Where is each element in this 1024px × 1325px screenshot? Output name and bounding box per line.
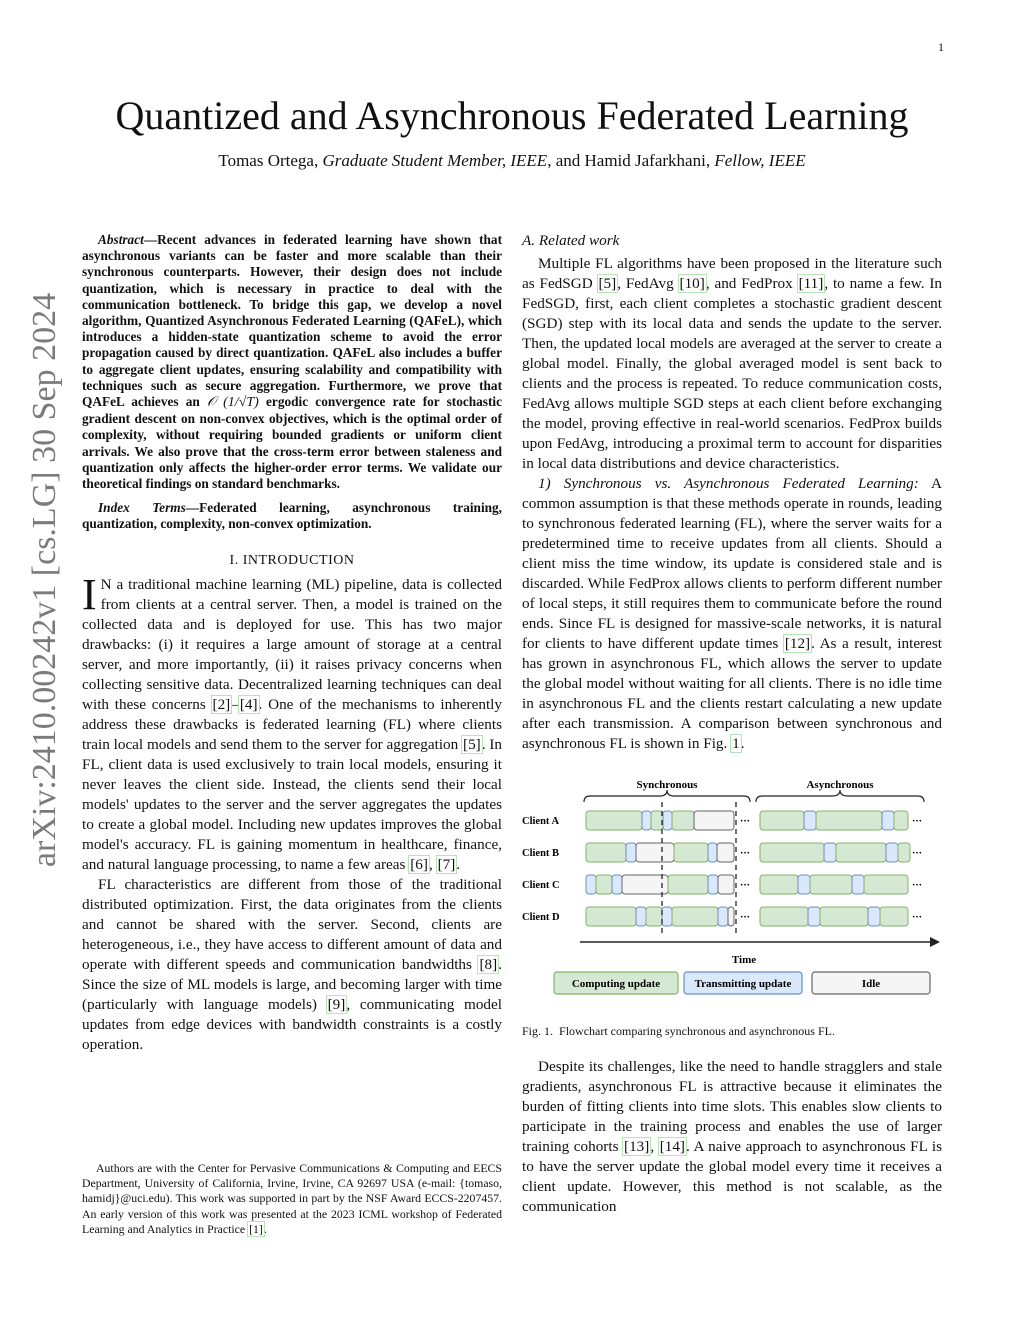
transmit-segment bbox=[662, 907, 672, 926]
compute-segment bbox=[864, 875, 908, 894]
client-label: Client C bbox=[522, 880, 560, 891]
dash: – bbox=[231, 695, 239, 713]
related-paragraph-1 bbox=[522, 254, 942, 474]
compute-segment bbox=[760, 875, 798, 894]
left-column bbox=[82, 232, 502, 1055]
transmit-segment bbox=[868, 907, 880, 926]
intro-p2-c: , communicating model updates from edge devices with bandwidth constraints is a costly operation. bbox=[82, 995, 502, 1053]
related-work-heading: A. Related work bbox=[522, 232, 620, 249]
idle-segment bbox=[728, 907, 734, 926]
related-p1-a: Multiple FL algorithms have been proposed in the literature such as FedSGD bbox=[522, 255, 942, 292]
author-1-name: Tomas Ortega, bbox=[218, 151, 323, 170]
author-footnote bbox=[82, 1161, 502, 1237]
client-label: Client A bbox=[522, 816, 560, 827]
legend-label: Idle bbox=[861, 978, 881, 990]
figure-1-link[interactable]: 1 bbox=[732, 735, 740, 752]
citation-9[interactable]: [9] bbox=[327, 995, 346, 1013]
compute-segment bbox=[672, 811, 694, 830]
related-p2-b: . As a result, interest has grown in asynchronous FL, which allows the server to update the global model without waiting for all clients. There is no idle time in asynchronous FL and the clients restart calculating a new update after each transmission. A comparison between synchronous and asynchronous FL is shown in Fig. bbox=[522, 635, 942, 752]
citation-2[interactable]: [2] bbox=[212, 695, 231, 713]
transmit-segment bbox=[804, 811, 816, 830]
abstract-text-b: ergodic convergence rate for stochastic gradient descent on non-convex objectives, which is the optimal order of complexity, without requiring bounded gradients or uniform client arrivals. We also prove that the cross-term error between staleness and quantization only affects the higher-order error terms. We validate our theoretical findings on standard benchmarks. bbox=[82, 394, 503, 492]
footnote-text: Authors are with the Center for Pervasive Communications & Computing and EECS Department, University of California, Irvine, Irvine, CA 92697 USA (e-mail: {tomaso, hamidj}@uci.edu). This work was supported in part by the NSF Award ECCS-2207457. An early version of this work was presented at the 2023 ICML workshop of Federated Learning and Analytics in Practice bbox=[82, 1161, 502, 1236]
transmit-segment bbox=[663, 811, 672, 830]
transmit-segment bbox=[626, 843, 636, 862]
transmit-segment bbox=[824, 843, 836, 862]
compute-segment bbox=[760, 907, 808, 926]
caption-text: Flowchart comparing synchronous and asynchronous FL. bbox=[559, 1024, 835, 1038]
author-and: , and Hamid Jafarkhani, bbox=[547, 151, 715, 170]
compute-segment bbox=[586, 843, 626, 862]
caption-label: Fig. 1. bbox=[522, 1024, 554, 1038]
compute-segment bbox=[668, 875, 708, 894]
period: . bbox=[740, 735, 745, 752]
page-number: 1 bbox=[938, 40, 944, 54]
time-label: Time bbox=[731, 954, 757, 966]
abstract-label: Abstract bbox=[98, 232, 144, 247]
period: . bbox=[456, 855, 461, 873]
intro-paragraph-1 bbox=[82, 569, 502, 875]
related-paragraph-2 bbox=[522, 474, 942, 754]
author-1-role: Graduate Student Member, IEEE bbox=[322, 151, 548, 170]
idle-segment bbox=[718, 875, 734, 894]
arxiv-stamp[interactable]: arXiv:2410.00242v1 [cs.LG] 30 Sep 2024 bbox=[26, 292, 63, 868]
intro-heading: I. INTRODUCTION bbox=[229, 552, 355, 568]
time-arrow-icon bbox=[930, 937, 940, 947]
related-p1-b: , FedAvg bbox=[617, 275, 679, 292]
compute-segment bbox=[651, 811, 663, 830]
citation-10[interactable]: [10] bbox=[679, 275, 705, 292]
related-p3-b: . A naive approach to asynchronous FL is to have the server update the global model every time it receives a client update. However, this method is not scalable, as the communication bbox=[522, 1138, 943, 1215]
related-p1-d: , to name a few. In FedSGD, first, each client completes a stochastic gradient descent (SGD) step with its local data and sends the update to the server. Then, the updated local models are averaged at the server to create a global model. Finally, the global averaged model is sent back to clients and the process is repeated. To reduce communication costs, FedAvg allows multiple SGD steps at each client before exchanging the model, proving effective in real-world scenarios. FedProx builds upon FedAvg, introducing a proximal term to account for disparities in local data distributions and device characteristics. bbox=[522, 275, 942, 472]
compute-segment bbox=[646, 907, 662, 926]
compute-segment bbox=[586, 811, 642, 830]
citation-6[interactable]: [6] bbox=[410, 855, 428, 873]
compute-segment bbox=[760, 811, 804, 830]
compute-segment bbox=[880, 907, 908, 926]
abstract-text-a: —Recent advances in federated learning have shown that asynchronous variants can be faster and more scalable than their synchronous counterparts. However, their design does not include quantization, which is necessary in practice to deal with the communication bottleneck. To bridge this gap, we develop a novel algorithm, Quantized Asynchronous Federated Learning (QAFeL), which introduces a hidden-state quantization scheme to avoid the error propagation caused by direct quantization. QAFeL also includes a buffer to aggregate client updates, ensuring scalability and compatibility with techniques such as secure aggregation. Furthermore, we prove that QAFeL achieves an bbox=[82, 232, 502, 410]
idle-segment bbox=[694, 811, 734, 830]
transmit-segment bbox=[708, 843, 717, 862]
transmit-segment bbox=[718, 907, 728, 926]
compute-segment bbox=[810, 875, 852, 894]
compute-segment bbox=[674, 843, 708, 862]
related-p1-c: , and FedProx bbox=[705, 275, 798, 292]
citation-14[interactable]: [14] bbox=[659, 1138, 685, 1155]
author-line bbox=[0, 151, 1024, 171]
related-paragraph-3 bbox=[522, 1057, 942, 1217]
intro-paragraph-2 bbox=[82, 875, 502, 1055]
compute-segment bbox=[820, 907, 868, 926]
comma: , bbox=[650, 1138, 659, 1155]
compute-segment bbox=[894, 811, 908, 830]
index-terms bbox=[82, 500, 502, 532]
ellipsis: ··· bbox=[912, 912, 923, 923]
comma: , bbox=[428, 855, 437, 873]
index-terms-text: —Federated learning, asynchronous training, quantization, complexity, non-convex optimization. bbox=[82, 500, 503, 532]
drop-cap: I bbox=[82, 569, 97, 619]
compute-segment bbox=[596, 875, 612, 894]
citation-11[interactable]: [11] bbox=[798, 275, 824, 292]
author-2-role: Fellow, IEEE bbox=[714, 151, 806, 170]
ellipsis: ··· bbox=[912, 880, 923, 891]
transmit-segment bbox=[642, 811, 651, 830]
citation-4[interactable]: [4] bbox=[239, 695, 258, 713]
paper-title: Quantized and Asynchronous Federated Learning bbox=[115, 93, 909, 138]
flowchart-svg bbox=[522, 772, 942, 1012]
transmit-segment bbox=[586, 875, 596, 894]
compute-segment bbox=[836, 843, 886, 862]
ellipsis: ··· bbox=[740, 912, 751, 923]
index-terms-label: Index Terms bbox=[98, 500, 186, 516]
related-p3-a: Despite its challenges, like the need to handle stragglers and stale gradients, asynchronous FL is attractive because it eliminates the burden of fitting clients into time slots. This enables slow clients to participate in the training process and enables the use of larger training cohorts bbox=[522, 1058, 942, 1155]
transmit-segment bbox=[798, 875, 810, 894]
async-brace bbox=[756, 790, 924, 802]
sync-brace bbox=[584, 790, 750, 802]
transmit-segment bbox=[886, 843, 898, 862]
client-label: Client D bbox=[522, 912, 560, 923]
client-label: Client B bbox=[522, 848, 560, 859]
idle-segment bbox=[636, 843, 674, 862]
ellipsis: ··· bbox=[912, 816, 923, 827]
ellipsis: ··· bbox=[912, 848, 923, 859]
transmit-segment bbox=[636, 907, 646, 926]
ellipsis: ··· bbox=[740, 848, 751, 859]
compute-segment bbox=[672, 907, 718, 926]
transmit-segment bbox=[612, 875, 622, 894]
intro-p1-b: . One of the mechanisms to inherently address these drawbacks is federated learning (FL) where clients train local models and send them to the server for aggregation bbox=[82, 695, 502, 753]
figure-1 bbox=[522, 772, 942, 1012]
abstract bbox=[82, 232, 502, 492]
citation-13[interactable]: [13] bbox=[624, 1138, 650, 1155]
compute-segment bbox=[816, 811, 882, 830]
intro-p2-a: FL characteristics are different from those of the traditional distributed optimization. First, the data originates from the clients and cannot be shared with the server. Second, clients are heterogeneous, i.e., they have access to different amount of data and operate with different speeds and communication bandwidths bbox=[82, 875, 502, 973]
citation-8[interactable]: [8] bbox=[479, 955, 498, 973]
idle-segment bbox=[717, 843, 734, 862]
transmit-segment bbox=[708, 875, 718, 894]
subsection-label: 1) Synchronous vs. Asynchronous Federated Learning: bbox=[538, 475, 919, 492]
right-column bbox=[522, 232, 942, 1217]
sync-label: Synchronous bbox=[636, 779, 698, 791]
related-p2-a: A common assumption is that these methods operate in rounds, leading to synchronous federated learning (FL), where the server waits for a predetermined time to receive updates from all clients. Should a client miss the time window, its update is considered stale and is discarded. While FedProx allows clients to perform different number of local steps, it still requires them to communicate before the round ends. Since FL is designed for massive-scale networks, it is natural for clients to have different update times bbox=[522, 475, 942, 652]
citation-12[interactable]: [12] bbox=[784, 635, 811, 652]
compute-segment bbox=[586, 907, 636, 926]
legend-label: Computing update bbox=[571, 978, 661, 990]
legend-label: Transmitting update bbox=[694, 978, 792, 990]
intro-p2-b: . Since the size of ML models is large, and becoming larger with time (particularly with language models) bbox=[82, 955, 502, 1013]
idle-segment bbox=[622, 875, 668, 894]
footnote-end: . bbox=[263, 1221, 267, 1236]
transmit-segment bbox=[808, 907, 820, 926]
intro-p1-c: . In FL, client data is used exclusively to train local models, ensuring it never leaves the client side. Instead, the clients send their local models' updates to the server and the server aggregates the updates to create a global model. Including new updates improves the global model's accuracy. FL is gaining momentum in healthcare, finance, and natural language processing, to name a few areas bbox=[82, 735, 502, 873]
figure-caption bbox=[522, 1024, 942, 1039]
ellipsis: ··· bbox=[740, 880, 751, 891]
citation-5b[interactable]: [5] bbox=[598, 275, 617, 292]
citation-7[interactable]: [7] bbox=[437, 855, 456, 873]
transmit-segment bbox=[882, 811, 894, 830]
intro-p1-a: N a traditional machine learning (ML) pipeline, data is collected from clients at a central server. Then, a model is trained on the collected data and is deployed for use. This has two major drawbacks: (i) it requires a large amount of storage at a central server, and more importantly, (ii) it raises privacy concerns when collecting sensitive data. Decentralized learning techniques can deal with these concerns bbox=[82, 575, 502, 713]
citation-5[interactable]: [5] bbox=[463, 735, 481, 753]
async-label: Asynchronous bbox=[806, 779, 874, 791]
citation-1[interactable]: [1] bbox=[249, 1221, 263, 1236]
compute-segment bbox=[760, 843, 824, 862]
big-o-formula: 𝒪 (1/√T) bbox=[206, 395, 259, 411]
transmit-segment bbox=[852, 875, 864, 894]
compute-segment bbox=[898, 843, 910, 862]
ellipsis: ··· bbox=[740, 816, 751, 827]
